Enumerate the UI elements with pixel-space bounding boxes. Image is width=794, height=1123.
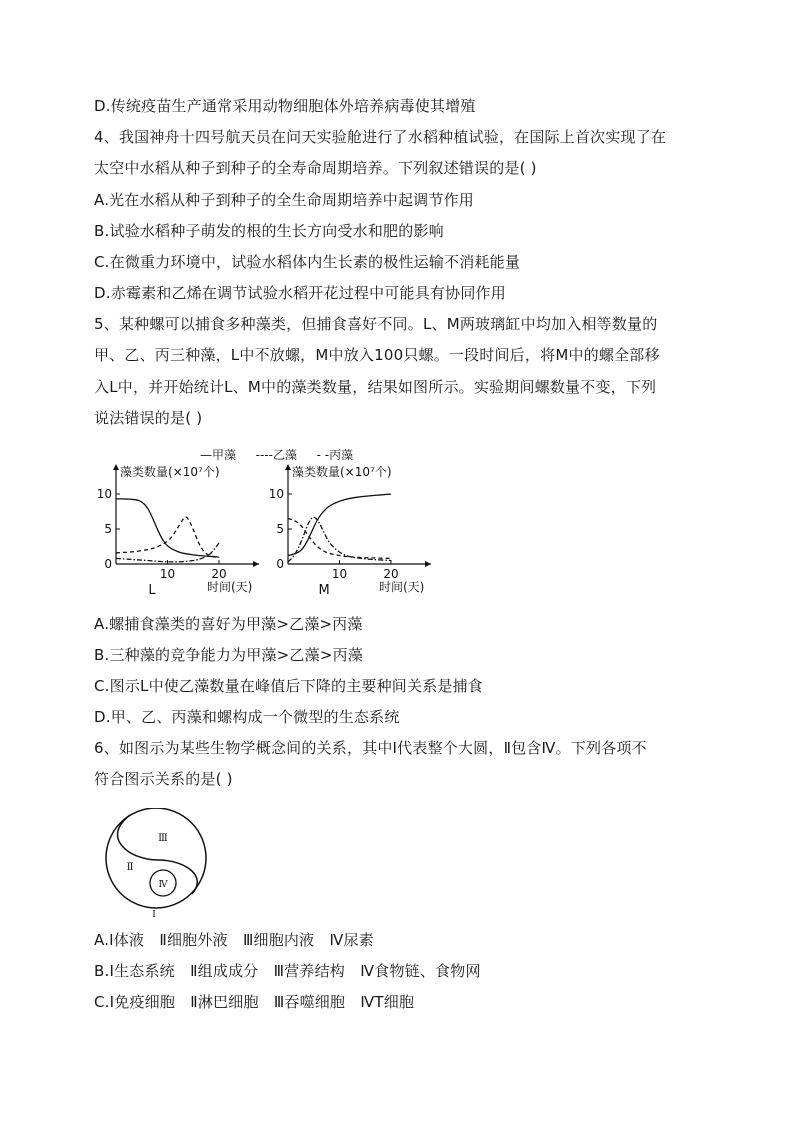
chart-l [96, 460, 276, 600]
q5-option-a: A.螺捕食藻类的喜好为甲藻>乙藻>丙藻 [94, 615, 363, 633]
y-axis-label: 藻类数量(×10⁷个) [120, 465, 220, 479]
q5-stem-line-3: 入L中，并开始统计L、M中的藻类数量，结果如图所示。实验期间螺数量不变，下列 [94, 378, 657, 396]
chart-m [268, 460, 448, 600]
q6-option-b: B.Ⅰ生态系统 Ⅱ组成成分 Ⅲ营养结构 Ⅳ食物链、食物网 [94, 962, 481, 980]
q4-option-d: D.赤霉素和乙烯在调节试验水稻开花过程中可能具有协同作用 [94, 284, 506, 302]
s-curve-divider [118, 815, 198, 894]
q6-stem-line-1: 6、如图示为某些生物学概念间的关系，其中Ⅰ代表整个大圆，Ⅱ包含Ⅳ。下列各项不 [94, 739, 647, 757]
x-tick-label: 10 [331, 567, 348, 581]
q4-option-b: B.试验水稻种子萌发的根的生长方向受水和肥的影响 [94, 222, 444, 240]
x-axis-arrow [253, 561, 259, 567]
q5-option-c: C.图示L中使乙藻数量在峰值后下降的主要种间关系是捕食 [94, 677, 484, 695]
x-tick-label: 20 [383, 567, 399, 581]
q5-option-d: D.甲、乙、丙藻和螺构成一个微型的生态系统 [94, 708, 400, 726]
legend-entry-bing: - -丙藻 [316, 448, 354, 462]
q4-stem-line-1: 4、我国神舟十四号航天员在问天实验舱进行了水稻种植试验，在国际上首次实现了在 [94, 128, 667, 146]
q5-stem-line-4: 说法错误的是( ) [94, 409, 203, 427]
panel-title: M [318, 583, 330, 598]
x-axis-label: 时间(天) [379, 580, 425, 594]
x-tick-label: 10 [159, 567, 176, 581]
x-tick-label: 20 [211, 567, 227, 581]
q4-option-c: C.在微重力环境中，试验水稻体内生长素的极性运输不消耗能量 [94, 253, 521, 271]
q6-stem-line-2: 符合图示关系的是( ) [94, 770, 233, 788]
x-axis-arrow [425, 561, 431, 567]
x-tick-label: 0 [276, 557, 284, 571]
q5-stem-line-1: 5、某种螺可以捕食多种藻类，但捕食喜好不同。L、M两玻璃缸中均加入相等数量的 [94, 315, 658, 333]
y-axis-label: 藻类数量(×10⁷个) [292, 465, 392, 479]
q6-option-c: C.Ⅰ免疫细胞 Ⅱ淋巴细胞 Ⅲ吞噬细胞 ⅣT细胞 [94, 993, 415, 1011]
y-axis-arrow [285, 464, 291, 470]
label-iii: Ⅲ [158, 833, 168, 844]
panel-title: L [148, 583, 156, 598]
q6-option-a: A.Ⅰ体液 Ⅱ细胞外液 Ⅲ细胞内液 Ⅳ尿素 [94, 931, 374, 949]
q3-option-d: D.传统疫苗生产通常采用动物细胞体外培养病毒使其增殖 [94, 97, 476, 115]
series-line-甲藻 [288, 494, 391, 556]
label-ii: Ⅱ [126, 862, 134, 873]
q4-stem-line-2: 太空中水稻从种子到种子的全寿命周期培养。下列叙述错误的是( ) [94, 159, 537, 177]
series-line-甲藻 [116, 499, 219, 557]
legend-entry-yi: ----乙藻 [255, 448, 297, 462]
concept-diagram [100, 808, 220, 920]
label-i: Ⅰ [152, 910, 156, 920]
q4-option-a: A.光在水稻从种子到种子的全生命周期培养中起调节作用 [94, 191, 474, 209]
y-tick-label: 10 [96, 487, 112, 501]
legend-entry-jia: —甲藻 [200, 448, 237, 462]
y-tick-label: 10 [268, 487, 284, 501]
x-axis-label: 时间(天) [207, 580, 253, 594]
x-tick-label: 0 [104, 557, 112, 571]
y-axis-arrow [113, 464, 119, 470]
series-line-乙藻 [116, 517, 219, 558]
y-tick-label: 5 [276, 522, 284, 536]
q5-option-b: B.三种藻的竞争能力为甲藻>乙藻>丙藻 [94, 646, 363, 664]
y-tick-label: 5 [104, 522, 112, 536]
q5-stem-line-2: 甲、乙、丙三种藻，L中不放螺，M中放入100只螺。一段时间后，将M中的螺全部移 [94, 346, 660, 364]
label-iv: Ⅳ [158, 880, 168, 890]
